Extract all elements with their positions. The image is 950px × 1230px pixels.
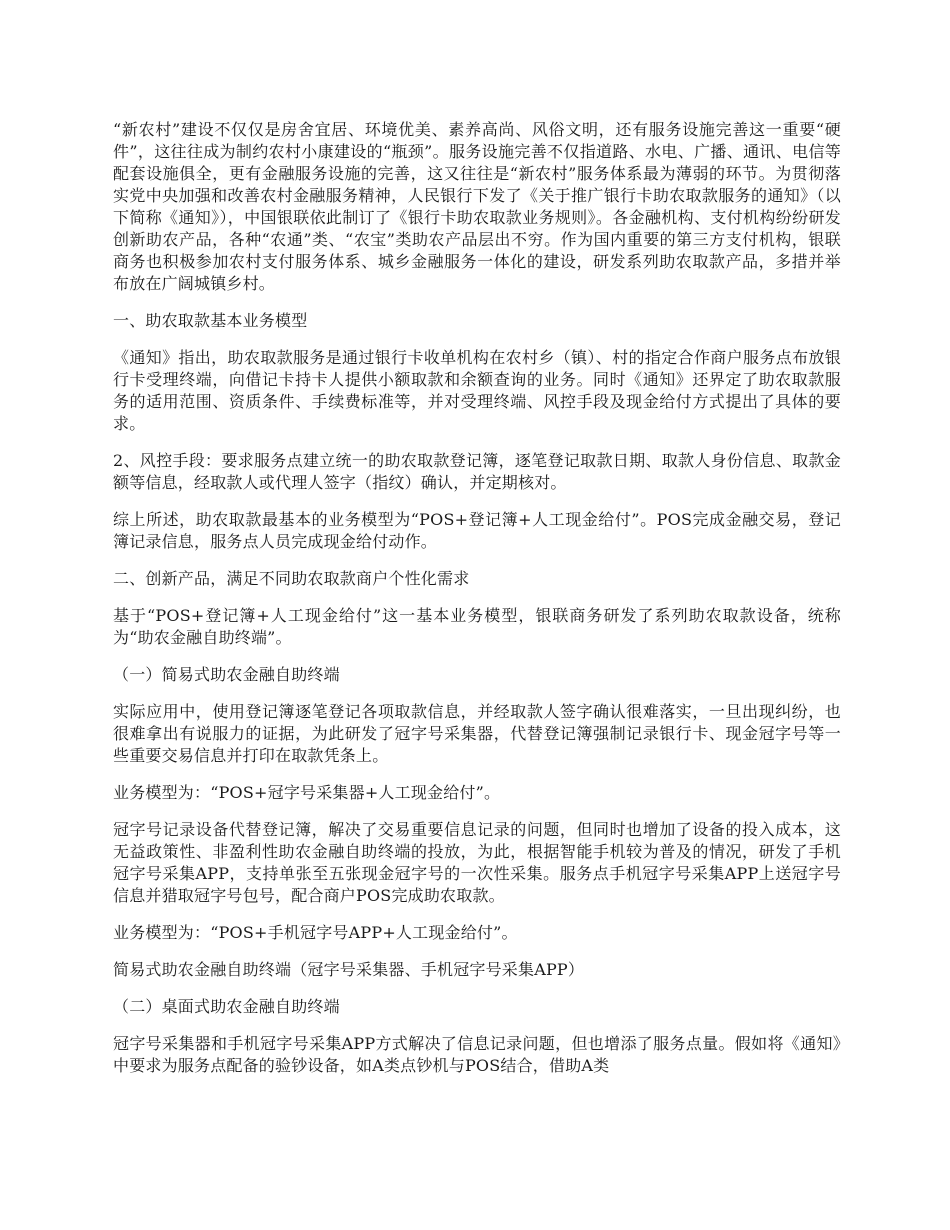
simple-terminal-caption: 简易式助农金融自助终端（冠字号采集器、手机冠字号采集APP） [113, 960, 585, 979]
serial-collector-paragraph: 实际应用中，使用登记簿逐笔登记各项取款信息，并经取款人签字确认很难落实，一旦出现纠纷，也很难拿出有说服力的证据，为此研发了冠字号采集器，代替登记簿强制记录银行卡、现金冠字号等一些重要交易信息并打印在取款凭条上。 [113, 702, 841, 765]
intro-paragraph: “新农村”建设不仅仅是房舍宜居、环境优美、素养高尚、风俗文明，还有服务设施完善这一重要“硬件”，这往往成为制约农村小康建设的“瓶颈”。服务设施完善不仅指道路、水电、广播、通讯、电信等配套设施俱全，更有金融服务设施的完善，这又往往是“新农村”服务体系最为薄弱的环节。为贯彻落实党中央加强和改善农村金融服务精神，人民银行下发了《关于推广银行卡助农取款服务的通知》（以下简称《通知》），中国银联依此制订了《银行卡助农取款业务规则》。各金融机构、支付机构纷纷研发创新助农产品，各种“农通”类、“农宝”类助农产品层出不穷。作为国内重要的第三方支付机构，银联商务也积极参加农村支付服务体系、城乡金融服务一体化的建设，研发系列助农取款产品，多措并举布放在广阔城镇乡村。 [113, 120, 841, 293]
terminal-intro-paragraph: 基于“POS+登记簿+人工现金给付”这一基本业务模型，银联商务研发了系列助农取款设备，统称为“助农金融自助终端”。 [113, 606, 841, 647]
section-heading-innovation: 二、创新产品，满足不同助农取款商户个性化需求 [113, 569, 470, 588]
notice-paragraph: 《通知》指出，助农取款服务是通过银行卡收单机构在农村乡（镇）、村的指定合作商户服务点布放银行卡受理终端，向借记卡持卡人提供小额取款和余额查询的业务。同时《通知》还界定了助农取款服务的适用范围、资质条件、手续费标准等，并对受理终端、风控手段及现金给付方式提出了具体的要求。 [113, 348, 841, 433]
risk-control-paragraph: 2、风控手段：要求服务点建立统一的助农取款登记簿，逐笔登记取款日期、取款人身份信息、取款金额等信息，经取款人或代理人签字（指纹）确认，并定期核对。 [113, 451, 841, 492]
summary-paragraph: 综上所述，助农取款最基本的业务模型为“POS+登记簿+人工现金给付”。POS完成金融交易，登记簿记录信息，服务点人员完成现金给付动作。 [113, 510, 841, 551]
model-collector-paragraph: 业务模型为：“POS+冠字号采集器+人工现金给付”。 [113, 783, 501, 802]
subsection-heading-desktop: （二）桌面式助农金融自助终端 [113, 997, 340, 1016]
document-body [113, 119, 841, 1092]
section-heading-basic-model: 一、助农取款基本业务模型 [113, 311, 308, 330]
model-mobile-paragraph: 业务模型为：“POS+手机冠字号APP+人工现金给付”。 [113, 923, 518, 942]
mobile-app-paragraph: 冠字号记录设备代替登记簿，解决了交易重要信息记录的问题，但同时也增加了设备的投入成本，这无益政策性、非盈利性助农金融自助终端的投放，为此，根据智能手机较为普及的情况，研发了手机冠字号采集APP，支持单张至五张现金冠字号的一次性采集。服务点手机冠字号采集APP上送冠字号信息并猎取冠字号包号，配合商户POS完成助农取款。 [113, 820, 841, 905]
desktop-terminal-paragraph: 冠字号采集器和手机冠字号采集APP方式解决了信息记录问题，但也增添了服务点量。假如将《通知》中要求为服务点配备的验钞设备，如A类点钞机与POS结合，借助A类 [113, 1034, 841, 1075]
subsection-heading-simple: （一）简易式助农金融自助终端 [113, 665, 340, 684]
